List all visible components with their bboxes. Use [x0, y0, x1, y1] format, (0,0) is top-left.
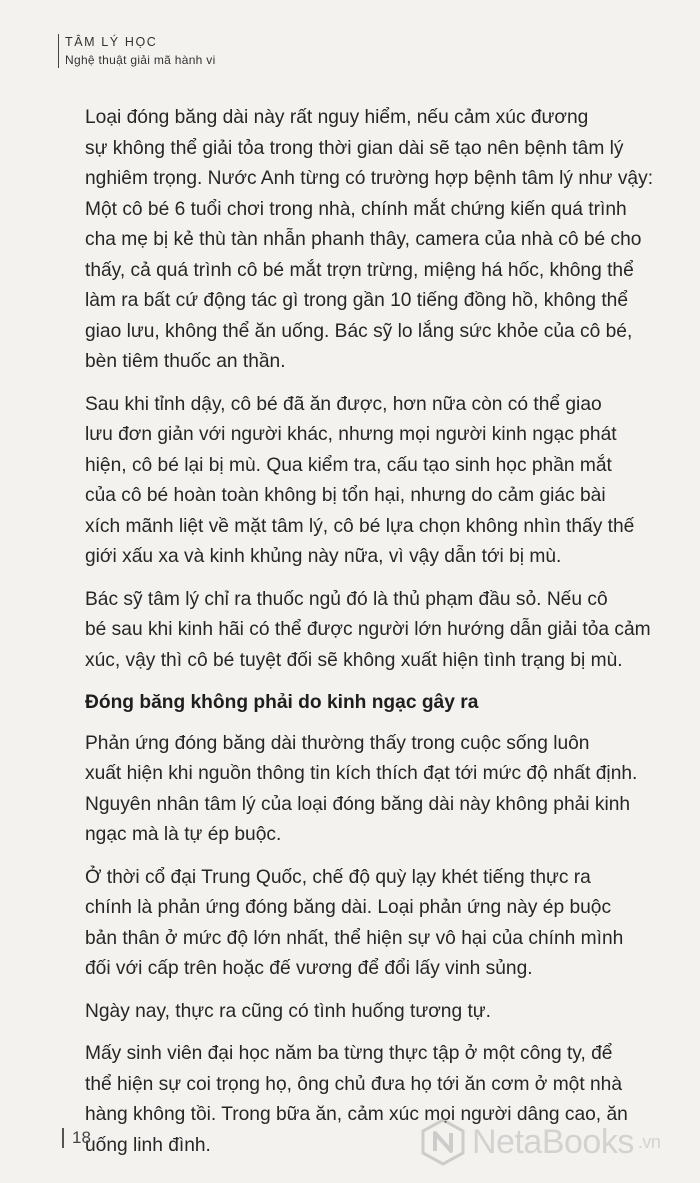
section-heading: Đóng băng không phải do kinh ngạc gây ra: [85, 692, 479, 713]
book-title: TÂM LÝ HỌC: [65, 35, 158, 49]
book-subtitle: Nghệ thuật giải mã hành vi: [65, 53, 216, 67]
paragraph: Mấy sinh viên đại học năm ba từng thực tập ở một công ty, để thể hiện sự coi trọng họ, ông chủ đưa họ tới ăn cơm ở một nhà hàng không tồi. Trong bữa ăn, cảm xúc mọi người dâng cao, ăn uống linh đình.: [85, 1043, 628, 1156]
watermark: [418, 1117, 660, 1167]
paragraph: Bác sỹ tâm lý chỉ ra thuốc ngủ đó là thủ phạm đầu sỏ. Nếu cô bé sau khi kinh hãi có thể được người lớn hướng dẫn giải tỏa cảm xúc, vậy thì cô bé tuyệt đối sẽ không xuất hiện tình trạng bị mù.: [85, 588, 651, 671]
paragraph: Ở thời cổ đại Trung Quốc, chế độ quỳ lạy khét tiếng thực ra chính là phản ứng đóng băng dài. Loại phản ứng này ép buộc bản thân ở mức độ lớn nhất, thể hiện sự vô hại của chính mình đối với cấp trên hoặc đế vương để đổi lấy vinh sủng.: [85, 866, 624, 979]
paragraph: Ngày nay, thực ra cũng có tình huống tương tự.: [85, 1000, 491, 1022]
page-number: 18: [62, 1128, 91, 1148]
watermark-brand: NetaBooks: [472, 1122, 634, 1161]
paragraph: Phản ứng đóng băng dài thường thấy trong cuộc sống luôn xuất hiện khi nguồn thông tin kích thích đạt tới mức độ nhất định. Nguyên nhân tâm lý của loại đóng băng dài này không phải kinh ngạc mà là tự ép buộc.: [85, 732, 638, 845]
netabooks-logo-icon: [418, 1117, 468, 1167]
running-header: [58, 34, 216, 68]
body-text: [85, 103, 675, 1173]
paragraph: Sau khi tỉnh dậy, cô bé đã ăn được, hơn nữa còn có thể giao lưu đơn giản với người khác, nhưng mọi người kinh ngạc phát hiện, cô bé lại bị mù. Qua kiểm tra, cấu tạo sinh học phần mắt của cô bé hoàn toàn không bị tổn hại, nhưng do cảm giác bài xích mãnh liệt về mặt tâm lý, cô bé lựa chọn không nhìn thấy thế giới xấu xa và kinh khủng này nữa, vì vậy dẫn tới bị mù.: [85, 393, 635, 567]
paragraph: Loại đóng băng dài này rất nguy hiểm, nếu cảm xúc đương sự không thể giải tỏa trong thời gian dài sẽ tạo nên bệnh tâm lý nghiêm trọng. Nước Anh từng có trường hợp bệnh tâm lý như vậy: Một cô bé 6 tuổi chơi trong nhà, chính mắt chứng kiến quá trình cha mẹ bị kẻ thù tàn nhẫn phanh thây, camera của nhà cô bé cho thấy, cả quá trình cô bé mắt trợn trừng, miệng há hốc, không thể làm ra bất cứ động tác gì trong gần 10 tiếng đồng hồ, không thể giao lưu, không thể ăn uống. Bác sỹ lo lắng sức khỏe của cô bé, bèn tiêm thuốc an thần.: [85, 107, 654, 372]
watermark-suffix: .vn: [637, 1131, 661, 1152]
